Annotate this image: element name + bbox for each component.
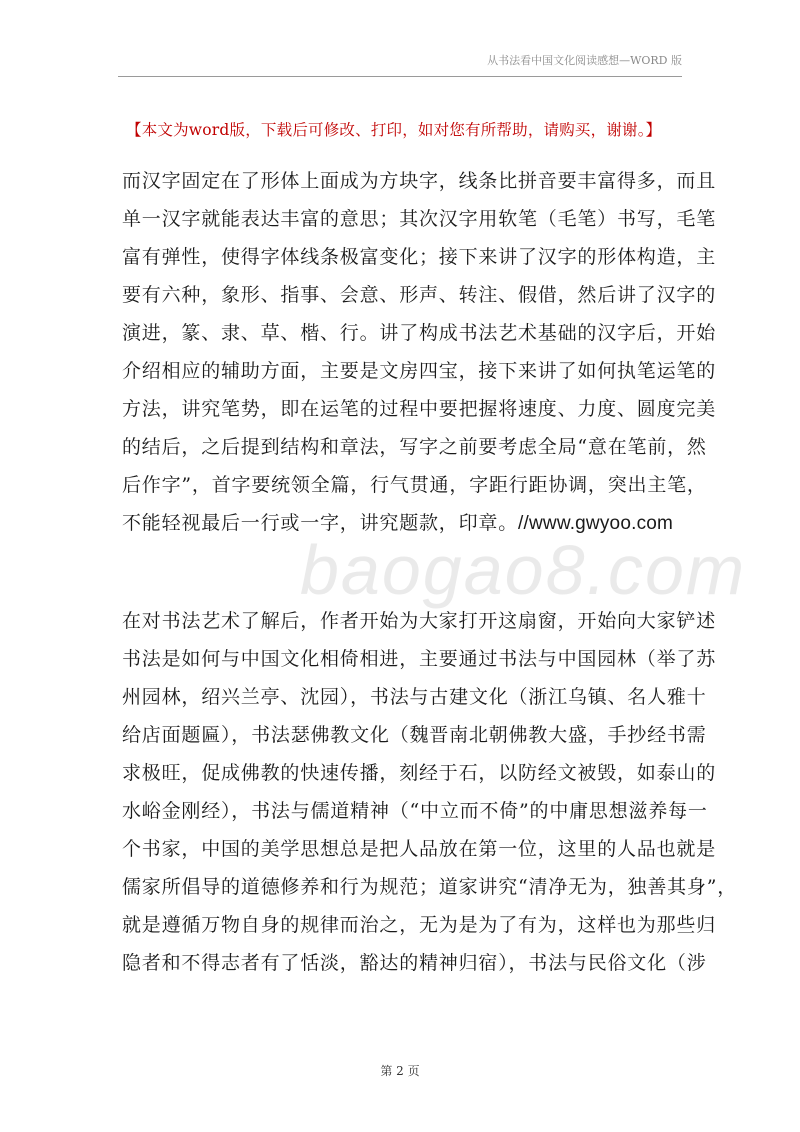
text-line: 而汉字固定在了形体上面成为方块字，线条比拼音要丰富得多，而且 (122, 170, 717, 192)
text-line (122, 504, 692, 542)
text-line: 隐者和不得志者有了恬淡，豁达的精神归宿），书法与民俗文化（涉 (122, 952, 707, 974)
text-line: 水峪金刚经），书法与儒道精神（“中立而不倚”的中庸思想滋养每一 (122, 800, 708, 822)
text-line: 州园林，绍兴兰亭、沈园），书法与古建文化（浙江乌镇、名人雅十 (122, 686, 707, 708)
text-line-content: 不能轻视最后一行或一字，讲究题款，印章。 (122, 512, 519, 534)
text-line: 个书家，中国的美学思想总是把人品放在第一位，这里的人品也就是 (122, 838, 717, 860)
text-line: 方法，讲究笔势，即在运笔的过程中要把握将速度、力度、圆度完美 (122, 398, 717, 420)
paragraph (122, 602, 738, 982)
text-line: 的结后，之后提到结构和章法，写字之前要考虑全局“意在笔前，然 (122, 436, 707, 458)
page-header (118, 52, 682, 77)
text-line: 给店面题匾），书法瑟佛教文化（魏晋南北朝佛教大盛，手抄经书需 (122, 724, 707, 746)
text-line: 在对书法艺术了解后，作者开始为大家打开这扇窗，开始向大家铲述 (122, 610, 717, 632)
text-line: 求极旺，促成佛教的快速传播，刻经于石，以防经文被毁，如泰山的 (122, 762, 717, 784)
header-title: 从书法看中国文化阅读感想—WORD 版 (487, 54, 682, 67)
text-line: 书法是如何与中国文化相倚相进，主要通过书法与中国园林（举了苏 (122, 648, 717, 670)
text-line: 就是遵循万物自身的规律而治之，无为是为了有为，这样也为那些归 (122, 914, 717, 936)
text-line: 单一汉字就能表达丰富的意思；其次汉字用软笔（毛笔）书写，毛笔 (122, 208, 717, 230)
text-line: 儒家所倡导的道德修养和行为规范；道家讲究“清净无为，独善其身”， (122, 876, 738, 898)
paragraph-gap (122, 542, 692, 602)
text-line: 富有弹性，使得字体线条极富变化；接下来讲了汉字的形体构造，主 (122, 246, 717, 268)
download-notice: 【本文为word版，下载后可修改、打印，如对您有所帮助，请购买，谢谢。】 (126, 121, 662, 139)
source-url: //www.gwyoo.com (518, 513, 674, 534)
text-line: 后作字”，首字要统领全篇，行气贯通，字距行距协调，突出主笔， (122, 474, 707, 496)
text-line: 介绍相应的辅助方面，主要是文房四宝，接下来讲了如何执笔运笔的 (122, 360, 717, 382)
watermark: baogao8.com (300, 531, 747, 609)
paragraph (122, 162, 717, 542)
page-number: 第 2 页 (380, 1064, 420, 1078)
text-line: 演进，篆、隶、草、楷、行。讲了构成书法艺术基础的汉字后，开始 (122, 322, 717, 344)
text-line: 要有六种，象形、指事、会意、形声、转注、假借，然后讲了汉字的 (122, 284, 717, 306)
document-body (122, 162, 738, 982)
